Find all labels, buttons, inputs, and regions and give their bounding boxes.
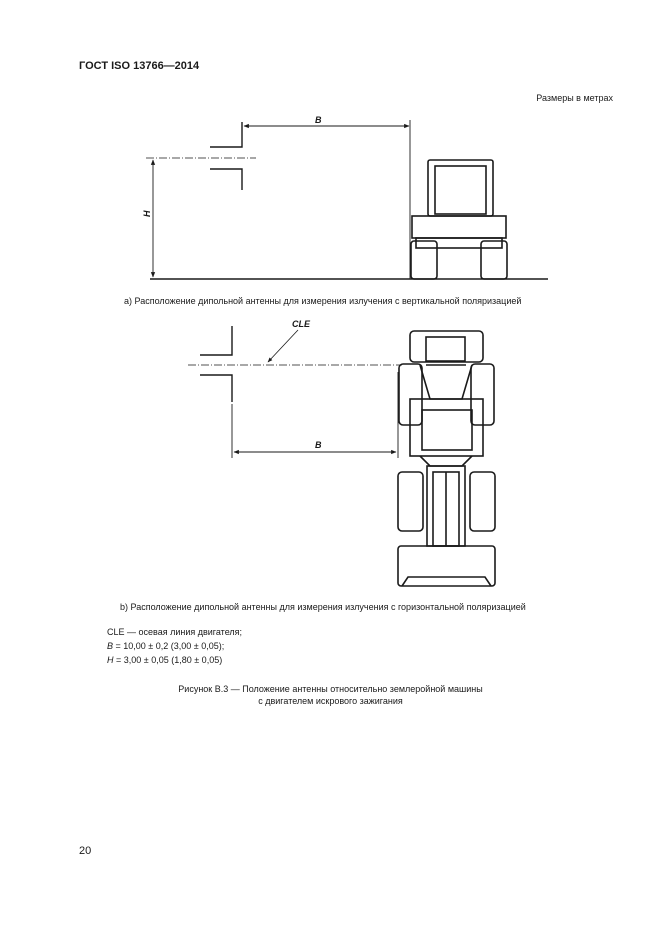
figure-title-line2: с двигателем искрового зажигания	[258, 696, 403, 706]
legend-b-value: = 10,00 ± 0,2 (3,00 ± 0,05);	[113, 641, 225, 651]
legend-b	[107, 639, 224, 653]
vertical-dipole-lower	[210, 169, 242, 190]
vertical-dipole-upper	[210, 122, 242, 147]
document-header: ГОСТ ISO 13766—2014	[79, 60, 200, 72]
legend-h	[107, 653, 222, 667]
figure-title	[0, 683, 661, 707]
legend-h-value: = 3,00 ± 0,05 (1,80 ± 0,05)	[113, 655, 223, 665]
figure-a-drawing	[146, 120, 548, 279]
figure-a-h-label: H	[142, 210, 152, 217]
machine-side-view	[411, 160, 507, 279]
figure-a-b-label: B	[315, 115, 322, 125]
figure-a-caption: а) Расположение дипольной антенны для измерения излучения с вертикальной поляризацией	[124, 296, 522, 306]
cle-leader	[268, 330, 298, 362]
machine-top-view	[398, 331, 495, 586]
horizontal-dipole-upper	[200, 326, 232, 355]
figure-b-b-label: B	[315, 440, 322, 450]
figure-b-drawing	[188, 326, 495, 586]
legend-cle: CLE — осевая линия двигателя;	[107, 627, 243, 637]
figure-b-cle-label: CLE	[292, 319, 310, 329]
page-number: 20	[79, 845, 92, 857]
figure-b-caption: b) Расположение дипольной антенны для измерения излучения с горизонтальной поляризацией	[120, 602, 526, 612]
horizontal-dipole-lower	[200, 375, 232, 402]
legend-h-symbol: H	[107, 655, 114, 665]
legend-b-symbol: B	[107, 641, 114, 651]
units-note: Размеры в метрах	[536, 93, 613, 103]
figure-title-line1: Рисунок B.3 — Положение антенны относительно землеройной машины	[178, 684, 483, 694]
